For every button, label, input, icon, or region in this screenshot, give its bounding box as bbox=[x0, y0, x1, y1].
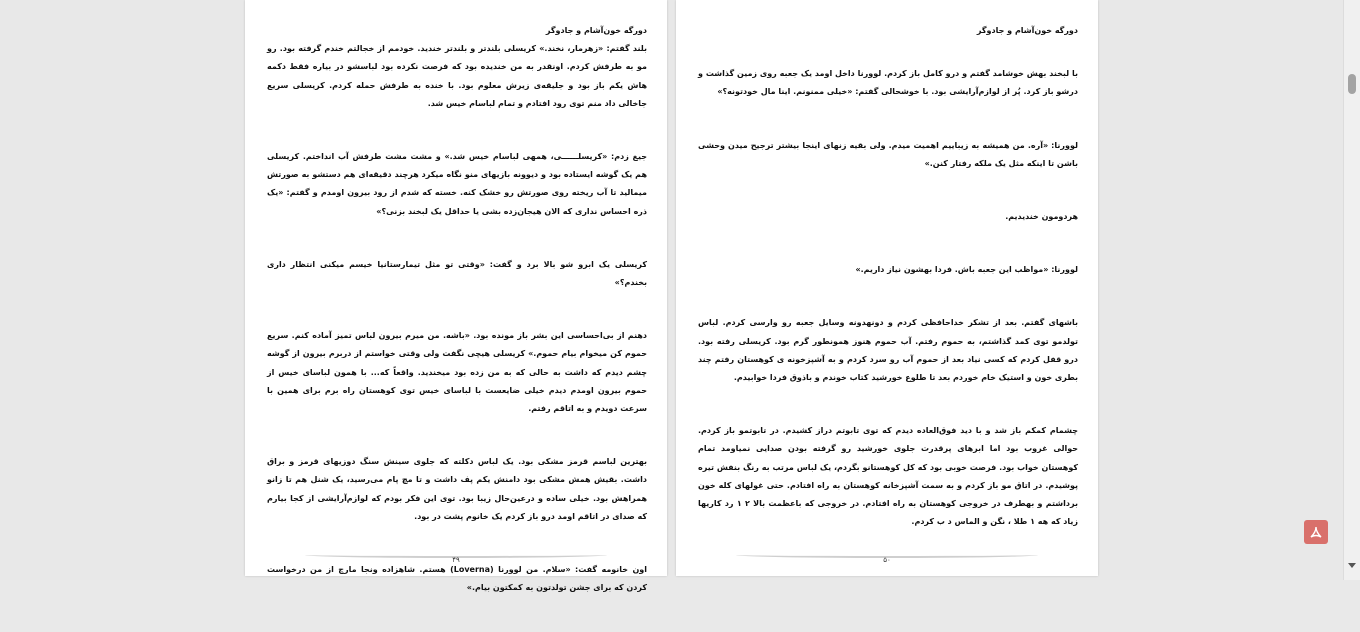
scroll-down-arrow-icon[interactable] bbox=[1348, 563, 1356, 568]
paragraph: کریسلی یک ابرو شو بالا برد و گفت: «وقتی تو مثل تیمارستانیا خیسم میکنی انتظار داری بخندم؟» bbox=[267, 259, 647, 288]
paragraph: چشمام کمکم باز شد و با دید فوق‌العاده دیدم که توی تابوتم دراز کشیدم. در تابوتمو باز کردم. حوالی غروب بود اما ابرهای پرقدرت جلوی خورشید رو گرفته بودن صدایی نمیاومد تمام کوهستان خواب بود. فرصت خوبی بود که کل کوهستانو بگردم، یک لباس مرتب به رنگ بنفش تیره پوشیدم. در اتاق مو باز کردم و به سمت آشپزخانه کوهستان به راه افتادم. حتی غولهای کله خون برداشتم و بهطرف در خروجی کوهستان به راه افتادم. در خروجی که باعظمت بالا ۲ ۱ رد کاریها زیاد که هه ۱ طلا ، نگن و الماس د ب کردم. bbox=[698, 426, 1078, 527]
paragraph: هردومون خندیدیم. bbox=[1005, 212, 1078, 222]
running-head: دورگه خون‌آشام و جادوگر bbox=[976, 26, 1078, 35]
pdf-glyph bbox=[1308, 524, 1324, 540]
pdf-icon[interactable] bbox=[1304, 520, 1328, 544]
paragraph: بلند گفتم: «زهرمار، نخند.» کریسلی بلندتر و بلندتر خندید. خودمم از خجالتم خندم گرفته بود. رو مو به طرفش کردم. اونقدر به من خندیده بود که فرصت نکرده بود لباسشو در بیاره فقط دکمه هاش یکم باز بود و جلیقه‌ی زیرش معلوم بود. با خنده به طرفش حمله کردم. کریسلی سریع جاخالی داد منم توی رود افتادم و تمام لباسام خیس شد. bbox=[267, 44, 647, 108]
page-50 bbox=[676, 0, 1098, 576]
paragraph: لوورنا: «آره. من همیشه به زیباییم اهمیت میدم. ولی بقیه زنهای اینجا بیشتر ترجیح میدن وحشی باشن تا اینکه مثل یک ملکه رفتار کنن.» bbox=[698, 140, 1078, 168]
running-head: دورگه خون‌آشام و جادوگر bbox=[545, 26, 647, 35]
vertical-scrollbar[interactable] bbox=[1343, 0, 1360, 580]
paragraph: بهترین لباسم قرمز مشکی بود. یک لباس دکلته که جلوی سینش سنگ دوزیهای قرمز و براق داشت. بقیش همش مشکی بود دامنش یکم پف داشت و تا مچ پام می‌رسید، یک شنل هم تا زانو همراهش بود. خیلی ساده و درعین‌حال زیبا بود. توی این فکر بودم که لوازم‌آرایشی از کجا بیارم که صدای در اتاقم اومد درو باز کردم یک خانوم پشت در بود. bbox=[267, 457, 647, 521]
paragraph: اون خانومه گفت: «سلام. من لوورنا (Loverna) هستم. شاهزاده ونجا مارچ از من درخواست کردن که برای جشن تولدتون به کمکتون بیام.» bbox=[267, 565, 647, 593]
scrollbar-thumb[interactable] bbox=[1348, 74, 1356, 94]
paragraph: لوورنا: «مواظب این جعبه باش. فردا بهشون نیاز داریم.» bbox=[855, 265, 1078, 275]
page-49 bbox=[245, 0, 667, 593]
paragraph: جیغ زدم: «کریسلــــــی، همهی لباسام خیس شد.» و مشت مشت طرفش آب انداختم. کریسلی هم یک گوشه ایستاده بود و دیوونه بازیهای منو نگاه میکرد هرچند دقیقه‌ای هم دستشو به صورتش میمالید تا آب ریخته روی صورتش رو خشک کنه. خسته که شدم از رود بیرون اومدم و گفتم: «یک ذره احساس نداری که الان هیجان‌زده بشی یا حداقل یک لبخند بزنی؟» bbox=[267, 152, 647, 216]
paragraph: باشهای گفتم. بعد از تشکر خداحافظی کردم و دونهدونه وسایل جعبه رو وارسی کردم. لباس تولدمو توی کمد گذاشتم، به حموم رفتم. آب حموم هنوز همونطور گرم بود. کریسلی رفته بود. درو قفل کردم که کسی نیاد بعد از حموم آب رو سرد کردم و به آشپزخونه ی کوهستان رفتم چند بطری خون و استیک خام خوردم بعد تا طلوع خورشید کتاب خوندم و باذوق فردا خوابیدم. bbox=[698, 318, 1078, 383]
paragraph: با لبخند بهش خوشامد گفتم و درو کامل باز کردم. لوورنا داخل اومد یک جعبه روی زمین گذاشت و درشو باز کرد. پُر از لوازم‌آرایشی بود. با خوشحالی گفتم: «خیلی ممنونم. اینا مال خودتونه؟» bbox=[698, 69, 1078, 97]
page-text-block bbox=[698, 22, 1078, 566]
page-text-block bbox=[267, 22, 647, 632]
page-number: ۵۰ bbox=[883, 556, 891, 564]
page-number: ۴۹ bbox=[452, 556, 460, 564]
paragraph: دهنم از بی‌احساسی این بشر باز مونده بود. «باشه. من میرم بیرون لباس تمیز آماده کنم. سریع حموم کن میخوام بیام حموم.» کریسلی هیچی نگفت ولی وقتی خواستم از دربرم بیرون از گوشه چشم دیدم که داشت به حالی که به من زده بود میخندید. واقعاً که... با همون لباسای خیس از حموم بیرون اومدم دیدم خیلی ضایعست با لباسای خیس توی کوهستان راه برم برای همین با سرعت دویدم و به اتاقم رفتم. bbox=[267, 331, 647, 414]
